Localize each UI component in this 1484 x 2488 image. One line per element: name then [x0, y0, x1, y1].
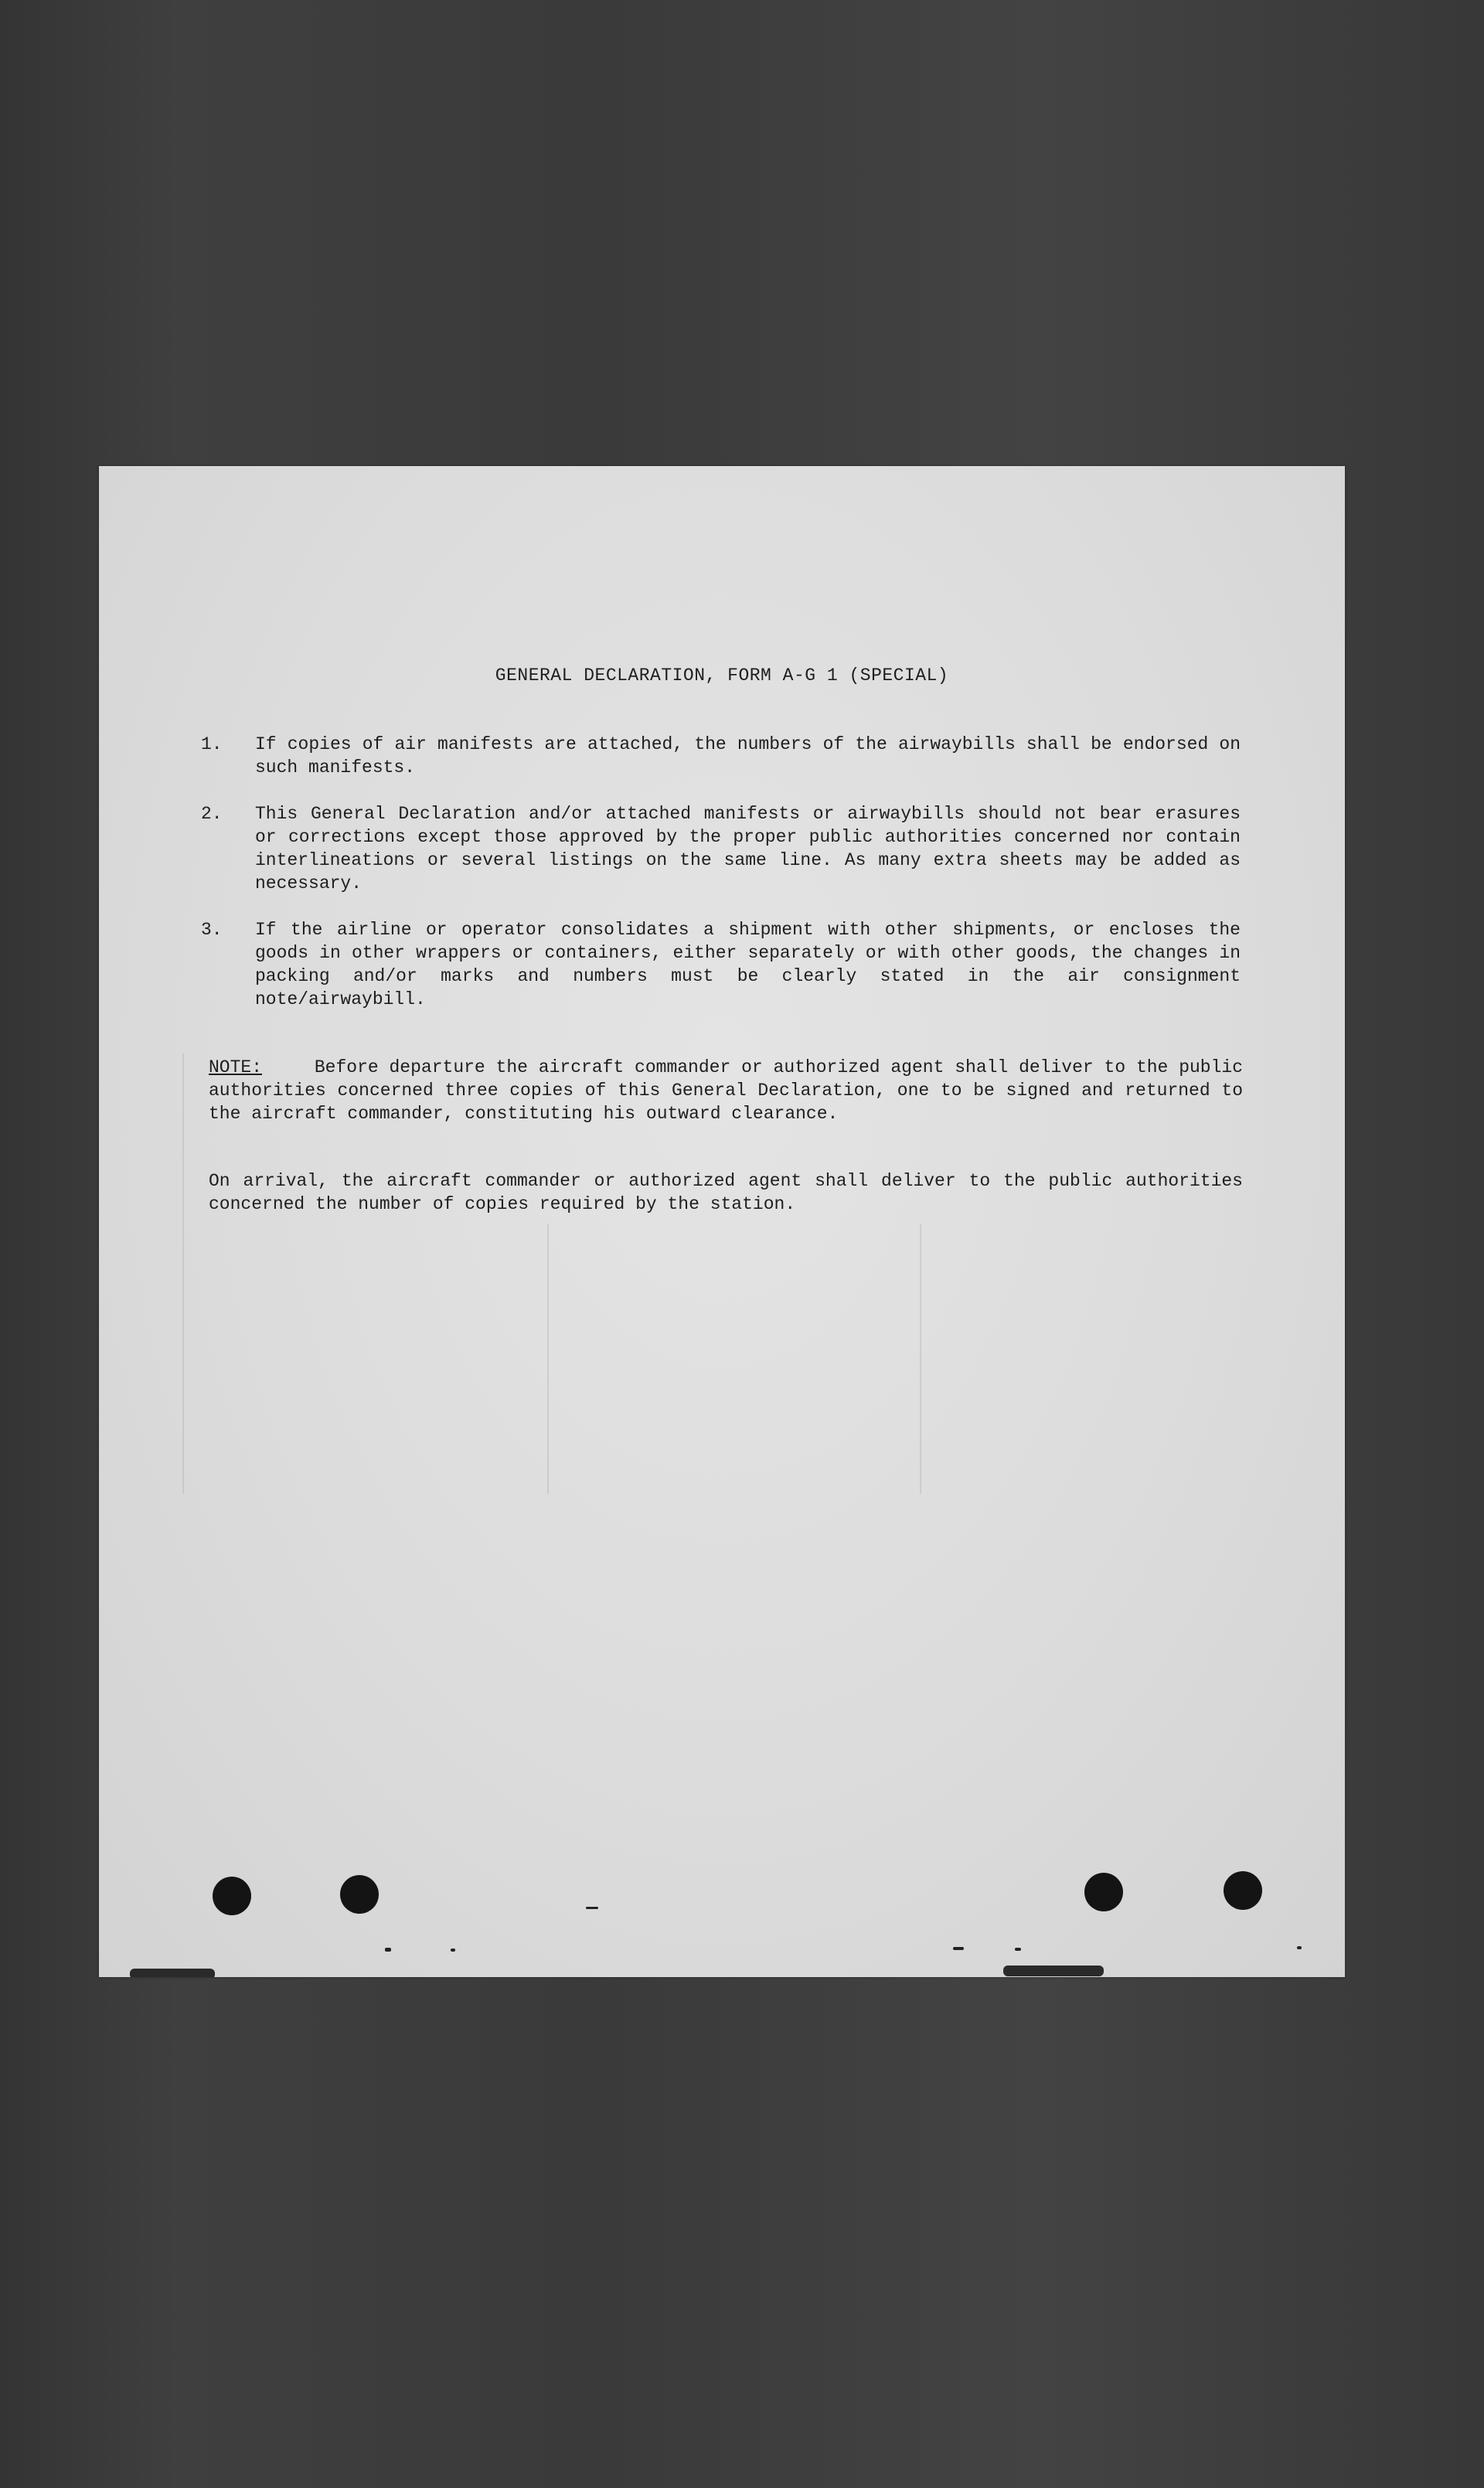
- arrival-paragraph: On arrival, the aircraft commander or authorized agent shall deliver to the public authorities concerned the number of copies required by the station.: [209, 1171, 1243, 1214]
- scan-speck: [586, 1907, 598, 1909]
- note-paragraph: [209, 1056, 1243, 1125]
- punch-hole: [213, 1877, 251, 1915]
- document-body: [99, 466, 1345, 1977]
- scan-speck: [451, 1949, 455, 1952]
- note-text: Before departure the aircraft commander or authorized agent shall deliver to the public authorities concerned three copies of this General Declaration, one to be signed and returned to the aircraft commander, constituting his outward clearance.: [209, 1057, 1244, 1124]
- page-title: GENERAL DECLARATION, FORM A-G 1 (SPECIAL): [495, 665, 949, 686]
- item-text: If the airline or operator consolidates a shipment with other shipments, or encloses the goods in other wrappers or containers, either separately or with other goods, the changes in packing and/or marks and numbers must be clearly stated in the air consignment note/airwaybill.: [255, 920, 1241, 1009]
- document-page: [99, 466, 1345, 1977]
- item-number: 3.: [201, 920, 223, 940]
- scan-speck: [1015, 1948, 1021, 1951]
- item-number: 1.: [201, 734, 223, 754]
- torn-edge: [1003, 1966, 1104, 1976]
- punch-hole: [340, 1875, 379, 1914]
- torn-edge: [130, 1969, 215, 1977]
- item-text: This General Declaration and/or attached manifests or airwaybills should not bear erasures or corrections except those approved by the proper public authorities concerned nor contain interlineations or several listings on the same line. As many extra sheets may be added as necessary.: [255, 804, 1241, 893]
- punch-hole: [1084, 1873, 1123, 1911]
- scan-speck: [953, 1947, 964, 1950]
- item-text: If copies of air manifests are attached, the numbers of the airwaybills shall be endorsed on such manifests.: [255, 734, 1241, 778]
- punch-hole: [1224, 1871, 1262, 1910]
- item-number: 2.: [201, 804, 223, 824]
- scan-speck: [1297, 1946, 1302, 1949]
- scan-speck: [385, 1948, 391, 1952]
- note-label: NOTE:: [209, 1057, 263, 1077]
